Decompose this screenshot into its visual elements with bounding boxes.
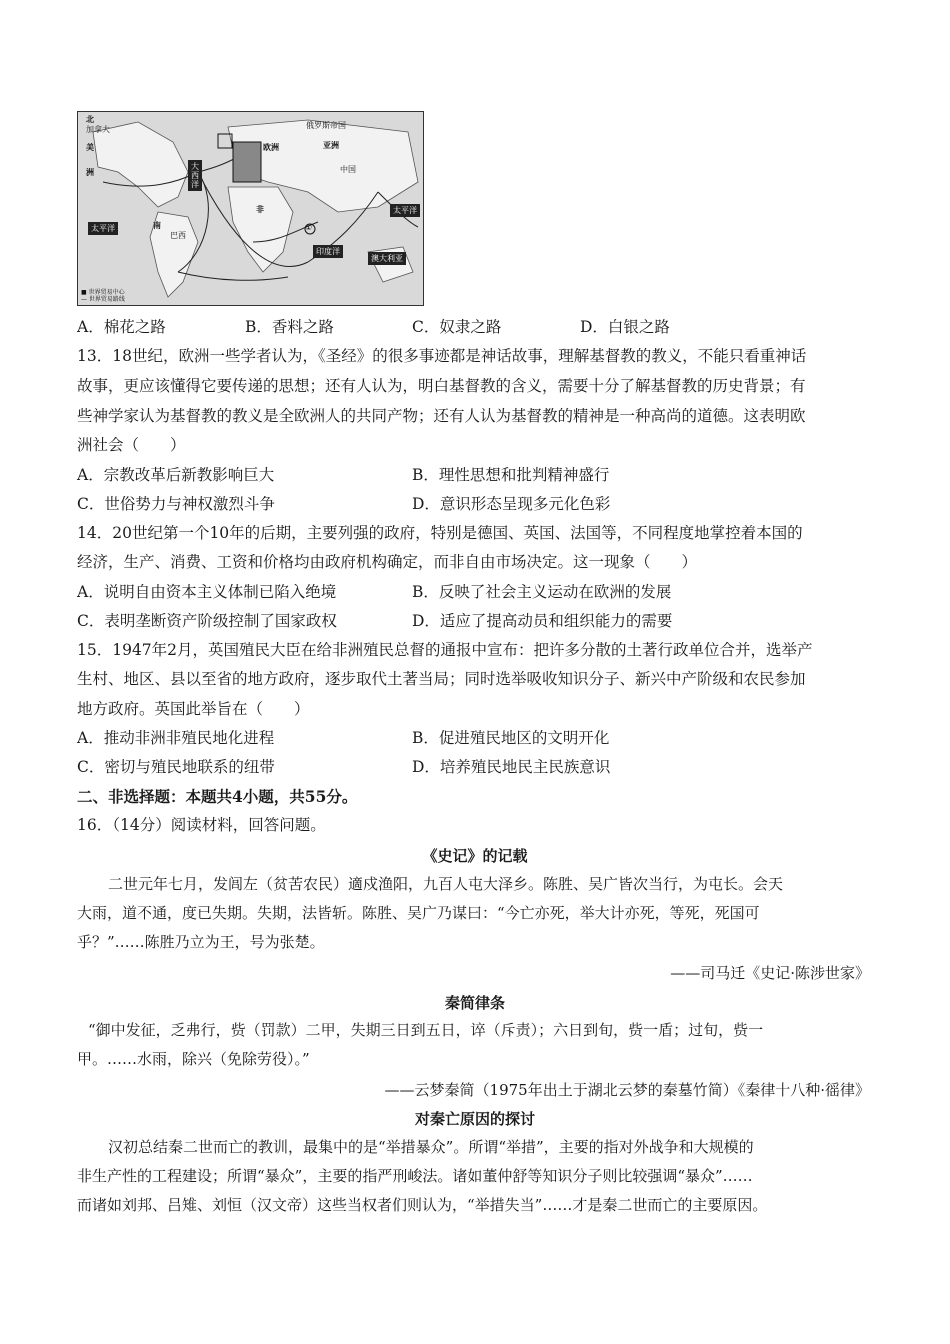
material-2-source: ——云梦秦简（1975年出土于湖北云梦的秦墓竹简）《秦律十八种·徭律》 xyxy=(384,1081,870,1099)
q13-stem-line: 13．18世纪，欧洲一些学者认为，《圣经》的很多事迹都是神话故事，理解基督教的教义，不能只看重神话 xyxy=(77,347,807,365)
q13-option-d: D．意识形态呈现多元化色彩 xyxy=(412,495,611,513)
map-marker-1: ① xyxy=(305,223,313,232)
map-label-europe: 欧洲 xyxy=(263,143,279,152)
map-legend xyxy=(81,289,125,303)
world-trade-map xyxy=(77,111,424,306)
map-legend-route: — 世界贸易路线 xyxy=(81,296,125,303)
q15-option-b: B．促进殖民地区的文明开化 xyxy=(412,729,610,747)
q15-option-d: D．培养殖民地民主民族意识 xyxy=(412,758,611,776)
material-1-line: 乎？”……陈胜乃立为王，号为张楚。 xyxy=(77,933,325,951)
q16-intro: 16．（14分）阅读材料，回答问题。 xyxy=(77,816,326,834)
material-3-title: 对秦亡原因的探讨 xyxy=(414,1110,535,1128)
q14-option-c: C．表明垄断资产阶级控制了国家政权 xyxy=(77,612,337,630)
q15-option-a: A．推动非洲非殖民地化进程 xyxy=(77,729,275,747)
q12-option-c: C．奴隶之路 xyxy=(412,318,502,336)
material-1-line: 大雨，道不通，度已失期。失期，法皆斩。陈胜、吴广乃谋曰：“今亡亦死，举大计亦死，等死，死国可 xyxy=(77,904,760,922)
map-label-south-america: 南 xyxy=(153,221,161,230)
map-label-china: 中国 xyxy=(340,165,356,174)
q12-option-d: D．白银之路 xyxy=(580,318,670,336)
material-2-title: 秦简律条 xyxy=(444,994,505,1012)
material-2-line: “御中发征，乏弗行，赀（罚款）二甲，失期三日到五日，谇（斥责）；六日到旬，赀一盾；过旬，赀一 xyxy=(88,1021,764,1039)
q13-option-a: A．宗教改革后新教影响巨大 xyxy=(77,466,275,484)
map-label-brazil: 巴西 xyxy=(170,231,186,240)
q12-option-a: A．棉花之路 xyxy=(77,318,166,336)
material-2-line: 甲。……水雨，除兴（免除劳役）。” xyxy=(77,1050,310,1068)
q13-stem-line: 洲社会（ ） xyxy=(77,436,186,454)
q15-stem-line: 地方政府。英国此举旨在（ ） xyxy=(77,700,310,718)
map-label-russia: 俄罗斯帝国 xyxy=(306,121,346,130)
map-label-zhou: 洲 xyxy=(86,168,94,177)
q14-option-d: D．适应了提高动员和组织能力的需要 xyxy=(412,612,673,630)
q15-option-c: C．密切与殖民地联系的纽带 xyxy=(77,758,275,776)
section-2-heading: 二、非选择题：本题共4小题，共55分。 xyxy=(77,787,358,806)
map-label-australia: 澳大利亚 xyxy=(368,252,406,265)
q13-stem-line: 些神学家认为基督教的教义是全欧洲人的共同产物；还有人认为基督教的精神是一种高尚的道德。这表明欧 xyxy=(77,407,806,425)
map-label-north: 北 xyxy=(86,115,94,124)
map-legend-center: ■ 世界贸易中心 xyxy=(81,289,125,296)
map-label-africa: 非 xyxy=(256,205,264,214)
material-3-line: 汉初总结秦二世而亡的教训，最集中的是“举措暴众”。所谓“举措”，主要的指对外战争和大规模的 xyxy=(108,1138,754,1156)
material-1-title: 《史记》的记载 xyxy=(422,847,528,865)
map-label-canada: 加拿大 xyxy=(86,125,110,134)
map-label-pacific-right: 太平洋 xyxy=(390,204,420,217)
q13-option-b: B．理性思想和批判精神盛行 xyxy=(412,466,610,484)
material-1-line: 二世元年七月，发闾左（贫苦农民）適戍渔阳，九百人屯大泽乡。陈胜、吴广皆次当行，为屯长。会天 xyxy=(108,875,784,893)
map-label-america: 美 xyxy=(86,143,94,152)
material-3-line: 而诸如刘邦、吕雉、刘恒（汉文帝）这些当权者们则认为，“举措失当”……才是秦二世而亡的主要原因。 xyxy=(77,1196,768,1214)
q13-stem-line: 故事，更应该懂得它要传递的思想；还有人认为，明白基督教的含义，需要十分了解基督教的历史背景；有 xyxy=(77,377,806,395)
map-label-indian-ocean: 印度洋 xyxy=(313,245,343,258)
map-label-pacific-left: 太平洋 xyxy=(88,222,118,235)
material-3-line: 非生产性的工程建设；所谓“暴众”，主要的指严刑峻法。诸如董仲舒等知识分子则比较强调“暴众”…… xyxy=(77,1167,753,1185)
q14-stem-line: 14．20世纪第一个10年的后期，主要列强的政府，特别是德国、英国、法国等，不同程度地掌控着本国的 xyxy=(77,524,803,542)
map-label-asia: 亚洲 xyxy=(323,141,339,150)
q14-stem-line: 经济，生产、消费、工资和价格均由政府机构确定，而非自由市场决定。这一现象（ ） xyxy=(77,553,698,571)
material-1-source: ——司马迁《史记·陈涉世家》 xyxy=(670,964,870,982)
q13-option-c: C．世俗势力与神权激烈斗争 xyxy=(77,495,275,513)
q15-stem-line: 15．1947年2月，英国殖民大臣在给非洲殖民总督的通报中宣布：把许多分散的土著行政单位合并，选举产 xyxy=(77,641,813,659)
map-drawing xyxy=(78,112,423,305)
q14-option-b: B．反映了社会主义运动在欧洲的发展 xyxy=(412,583,672,601)
map-label-atlantic: 大西洋 xyxy=(188,160,202,191)
q15-stem-line: 生村、地区、县以至省的地方政府，逐步取代土著当局；同时选举吸收知识分子、新兴中产阶级和农民参加 xyxy=(77,670,806,688)
q12-option-b: B．香料之路 xyxy=(245,318,334,336)
q14-option-a: A．说明自由资本主义体制已陷入绝境 xyxy=(77,583,337,601)
